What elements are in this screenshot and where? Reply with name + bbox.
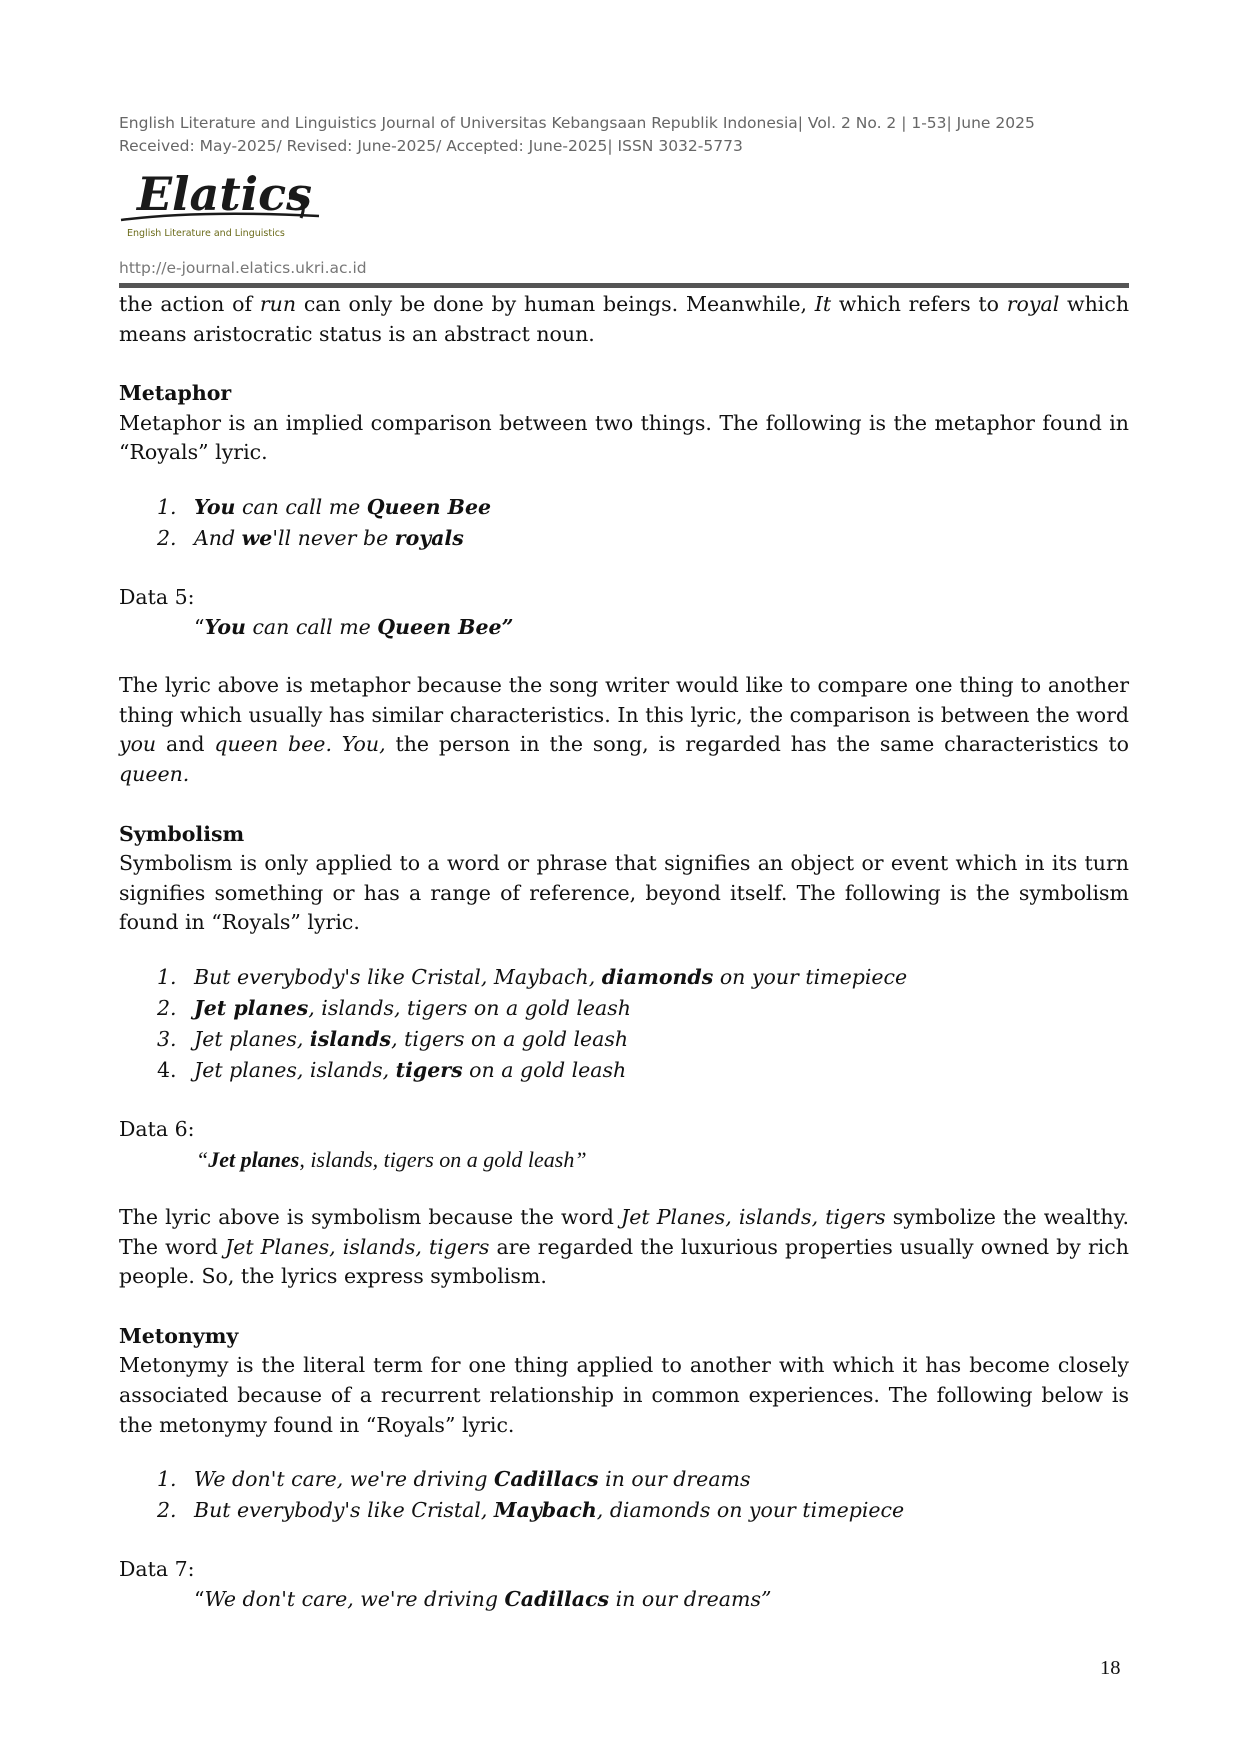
text-run: , diamonds on your timepiece: [596, 1498, 905, 1523]
text-run: the action of: [119, 292, 260, 316]
text-run: can call me: [235, 494, 367, 519]
data-5-analysis: [119, 671, 1129, 789]
list-item: [119, 1055, 1129, 1086]
data-6-analysis: [119, 1203, 1129, 1292]
text-run: on a gold leash: [462, 1057, 627, 1082]
bold-text: Queen Bee: [366, 494, 492, 519]
text-run: We don't care, we're driving: [204, 1586, 505, 1611]
text-run: , islands, tigers on a gold leash”: [299, 1146, 587, 1172]
list-item-number: 1.: [157, 964, 177, 989]
italic-text: It: [814, 292, 832, 316]
list-item: [119, 1495, 1129, 1526]
italic-text: Jet Planes, islands, tigers: [621, 1205, 886, 1230]
metonymy-list: [119, 1464, 1129, 1526]
list-item-number: 2.: [157, 1498, 177, 1523]
list-item: [119, 962, 1129, 993]
data-6-quote: [119, 1145, 1129, 1175]
metaphor-list: [119, 492, 1129, 554]
text-run: “: [196, 1146, 209, 1172]
data-6-label: Data 6:: [119, 1116, 195, 1141]
bold-text: diamonds: [601, 964, 714, 989]
data-5-quote: [119, 613, 1129, 643]
section-heading-metonymy: Metonymy: [119, 1323, 239, 1348]
bold-text: Cadillacs: [494, 1467, 599, 1492]
text-run: But everybody's like Cristal,: [194, 1498, 494, 1523]
bold-text: Jet planes: [194, 995, 309, 1020]
bold-text: Cadillacs: [504, 1586, 610, 1611]
text-run: and: [156, 732, 215, 757]
italic-text: Jet Planes, islands, tigers: [225, 1234, 490, 1259]
journal-dates-line: Received: May-2025/ Revised: June-2025/ Accepted: June-2025| ISSN 3032-5773: [119, 137, 743, 155]
bold-text: Jet planes: [208, 1146, 300, 1172]
bold-text: tigers: [395, 1057, 463, 1082]
list-item-number: 2.: [157, 995, 177, 1020]
svg-text:Elatics: Elatics: [137, 167, 312, 221]
list-item-number: 2.: [157, 525, 177, 550]
bold-text: Maybach: [493, 1498, 597, 1523]
article-body: [119, 290, 1129, 1614]
intro-paragraph: [119, 290, 1129, 349]
text-run: The lyric above is symbolism because the word: [119, 1205, 622, 1230]
bold-text: royals: [394, 525, 464, 550]
data-5-label: Data 5:: [119, 584, 195, 609]
list-item-number: 1.: [157, 494, 177, 519]
text-run: in our dreams: [598, 1467, 751, 1492]
text-run: which refers to: [831, 292, 1007, 316]
section-heading-metaphor: Metaphor: [119, 381, 232, 406]
text-run: 'll never be: [272, 525, 395, 550]
text-run: the person in the song, is regarded has the same characteristics to: [385, 732, 1129, 757]
text-run: can only be done by human beings. Meanwhile,: [296, 292, 815, 316]
page-number: 18: [1100, 1657, 1121, 1679]
list-item: [119, 1024, 1129, 1055]
text-run: “: [194, 1586, 205, 1611]
italic-text: you: [119, 732, 157, 757]
text-run: The lyric above is metaphor because the song writer would like to compare one thing to another thing which usually has similar characteristics. In this lyric, the comparison is between the word: [119, 673, 1129, 727]
list-item: [119, 993, 1129, 1024]
elatics-logo: [119, 158, 349, 242]
metonymy-definition: Metonymy is the literal term for one thing applied to another with which it has become closely associated because of a recurrent relationship in common experiences. The following below is the metonymy found in “Royals” lyric.: [119, 1353, 1129, 1437]
text-run: But everybody's like Cristal, Maybach,: [194, 964, 602, 989]
text-run: “: [194, 614, 205, 639]
list-item: [119, 523, 1129, 554]
bold-text: You: [194, 494, 236, 519]
italic-text: queen bee. You,: [214, 732, 386, 757]
svg-text:English Literature and Linguis: English Literature and Linguistics: [127, 228, 285, 239]
text-run: And: [194, 525, 242, 550]
text-run: , tigers on a gold leash: [391, 1026, 629, 1051]
journal-header: [119, 112, 1129, 158]
data-7-quote: [119, 1585, 1129, 1615]
italic-text: queen.: [119, 761, 190, 786]
text-run: symbolize the wealthy. The word: [119, 1205, 1129, 1259]
bold-text: we: [241, 525, 273, 550]
italic-text: royal: [1006, 292, 1060, 316]
text-run: can call me: [245, 614, 378, 639]
text-run: , islands, tigers on a gold leash: [308, 995, 631, 1020]
header-rule: [119, 283, 1129, 288]
text-run: Jet planes,: [194, 1026, 310, 1051]
text-run: on your timepiece: [713, 964, 908, 989]
text-run: are regarded the luxurious properties usually owned by rich people. So, the lyrics express symbolism.: [119, 1234, 1129, 1289]
journal-citation-line: English Literature and Linguistics Journal of Universitas Kebangsaan Republik Indonesia| Vol. 2 No. 2 | 1-53| June 2025: [119, 114, 1035, 132]
bold-text: islands: [309, 1026, 392, 1051]
list-item: [119, 492, 1129, 523]
metaphor-definition: Metaphor is an implied comparison between two things. The following is the metaphor found in “Royals” lyric.: [119, 410, 1129, 465]
text-run: We don't care, we're driving: [194, 1467, 494, 1492]
symbolism-list: [119, 962, 1129, 1086]
text-run: which means aristocratic status is an abstract noun.: [119, 292, 1130, 346]
data-7-label: Data 7:: [119, 1557, 195, 1582]
list-item-number: 1.: [157, 1467, 177, 1492]
list-item: [119, 1464, 1129, 1495]
list-item-number: 3.: [157, 1026, 177, 1051]
bold-text: Queen Bee”: [377, 614, 514, 639]
text-run: Jet planes, islands,: [194, 1057, 396, 1082]
journal-url: http://e-journal.elatics.ukri.ac.id: [119, 259, 367, 277]
italic-text: run: [259, 292, 297, 316]
bold-text: You: [204, 614, 246, 639]
symbolism-definition: Symbolism is only applied to a word or phrase that signifies an object or event which in its turn signifies something or has a range of reference, beyond itself. The following is the symbolism found in “Royals” lyric.: [119, 851, 1129, 935]
text-run: in our dreams”: [609, 1586, 772, 1611]
section-heading-symbolism: Symbolism: [119, 821, 245, 846]
list-item-number: 4.: [157, 1057, 177, 1082]
